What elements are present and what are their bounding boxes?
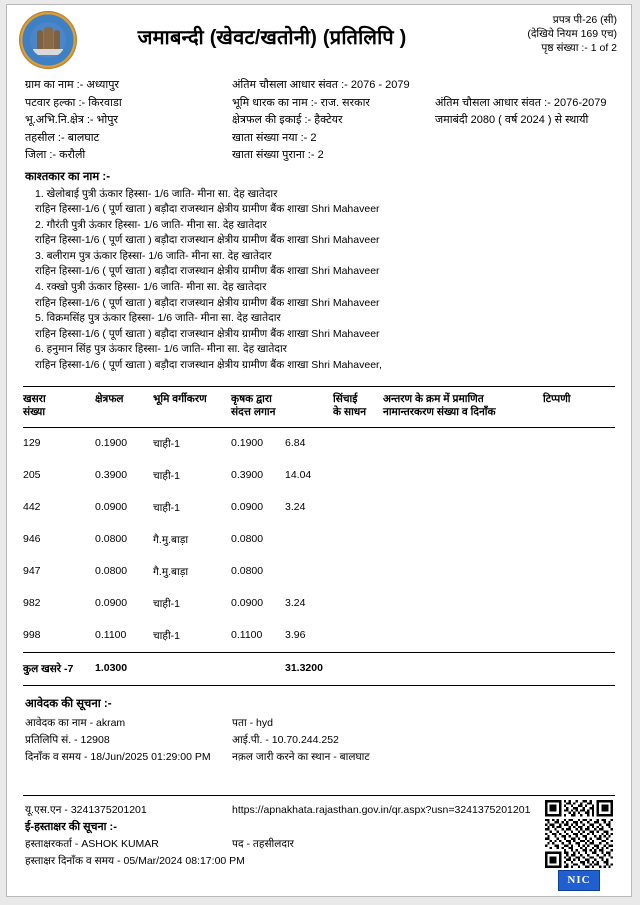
new-khata-number-value: 2	[310, 131, 317, 144]
info-row	[25, 95, 617, 113]
area-unit-field	[232, 112, 343, 130]
jamabandi-document-page	[6, 4, 632, 897]
column-header-line1: क्षेत्रफल	[95, 392, 124, 405]
cell-remarks	[543, 588, 615, 620]
cell-rent: 3.24	[285, 500, 306, 513]
cell-classification: गै.मु.बाड़ा	[153, 533, 189, 546]
qr-code-block	[545, 800, 613, 891]
village-name-label: ग्राम का नाम :-	[25, 79, 84, 91]
form-number: प्रपत्र पी-26 (सी)	[552, 14, 617, 26]
cell-khasra-number: 205	[23, 468, 41, 481]
cell-irrigation	[333, 492, 383, 524]
khasra-table-body	[23, 428, 615, 652]
cell-khasra-number: 998	[23, 628, 41, 641]
column-header-line1: अन्तरण के क्रम में प्रमाणित	[383, 392, 484, 405]
cell-remarks	[543, 492, 615, 524]
cell-classification: चाही-1	[153, 437, 181, 450]
cell-mutation	[383, 556, 543, 588]
ip-address-label: आई.पी. -	[232, 733, 269, 746]
area-unit-label: क्षेत्रफल की इकाई :-	[232, 114, 312, 126]
cell-irrigation	[333, 588, 383, 620]
cell-classification: चाही-1	[153, 597, 181, 610]
ip-address-value: 10.70.244.252	[271, 733, 339, 746]
copy-number-value: 12908	[80, 733, 110, 746]
cell-remarks	[543, 428, 615, 460]
applicant-section-heading: आवेदक की सूचना :-	[25, 697, 112, 710]
table-row	[23, 460, 615, 492]
cell-area: 0.0900	[95, 596, 128, 609]
table-row	[23, 588, 615, 620]
district-field	[25, 147, 85, 165]
info-row	[25, 147, 617, 165]
landholder-name-label: भूमि धारक का नाम :-	[232, 96, 318, 109]
cell-khasra-number: 947	[23, 564, 41, 577]
signer-row	[25, 836, 631, 853]
esign-heading-row	[25, 819, 631, 836]
district-label: जिला :-	[25, 149, 57, 161]
cultivator-list	[7, 186, 631, 378]
cultivator-owner-line: 5. विक्रमसिंह पुत्र ऊंकार हिस्सा- 1/6 जाति- मीना सा. देह खातेदार	[35, 312, 281, 325]
column-header-irrigation-source	[333, 387, 383, 427]
column-header-line2: संख्या	[23, 406, 46, 419]
cell-irrigation	[333, 620, 383, 652]
designation-value: तहसीलदार	[252, 838, 294, 850]
cultivator-section-heading: काश्तकार का नाम :-	[25, 170, 111, 183]
khasra-totals-row	[23, 653, 615, 685]
land-record-info-grid	[7, 77, 631, 165]
issue-place-field	[232, 749, 370, 766]
land-region-field	[25, 112, 118, 130]
cultivator-owner-line: 4. रक्खो पुत्री ऊंकार हिस्सा- 1/6 जाति- मीना सा. देह खातेदार	[35, 281, 267, 294]
cultivator-mortgage-line: राहिन हिस्सा-1/6 ( पूर्ण खाता ) बड़ौदा राजस्थान क्षेत्रीय ग्रामीण बैंक शाखा Shri Mahaveer	[35, 203, 380, 216]
table-row	[23, 524, 615, 556]
info-row	[25, 112, 617, 130]
column-header-mutation	[383, 387, 543, 427]
info-row	[25, 77, 617, 95]
applicant-row	[25, 749, 617, 766]
column-header-rent-amount	[285, 387, 333, 427]
tehsil-field	[25, 130, 99, 148]
column-header-line1: टिप्पणी	[543, 392, 571, 405]
total-area: 1.0300	[95, 661, 128, 674]
page-number: पृष्ठ संख्या :- 1 of 2	[541, 42, 617, 54]
cell-mutation	[383, 588, 543, 620]
form-meta	[527, 13, 617, 55]
applicant-row	[25, 732, 617, 749]
area-unit-value: हैक्टेयर	[314, 114, 343, 126]
column-header-line2: संदत्त लगान	[231, 406, 276, 419]
copy-number-field	[25, 732, 110, 749]
nic-logo: NIC	[558, 870, 599, 891]
village-name-field	[25, 77, 119, 95]
table-total-row	[23, 653, 615, 685]
old-khata-number-label: खाता संख्या पुराना :-	[232, 149, 315, 161]
last-settlement-samvat-field	[232, 77, 410, 95]
district-value: करौली	[59, 149, 86, 161]
applicant-address-field	[232, 715, 273, 732]
cell-classification: चाही-1	[153, 629, 181, 642]
cell-paid: 0.0900	[231, 596, 264, 609]
table-row	[23, 492, 615, 524]
document-footer	[7, 795, 631, 888]
usn-field	[25, 802, 147, 819]
cell-rent: 6.84	[285, 436, 306, 449]
sign-datetime-label: हस्ताक्षर दिनाँक व समय -	[25, 855, 121, 867]
signer-label: हस्ताक्षरकर्ता -	[25, 838, 79, 850]
esign-section-heading: ई-हस्ताक्षर की सूचना :-	[25, 821, 117, 833]
cultivator-mortgage-line: राहिन हिस्सा-1/6 ( पूर्ण खाता ) बड़ौदा राजस्थान क्षेत्रीय ग्रामीण बैंक शाखा Shri Mahaveer	[35, 296, 380, 309]
land-region-label: भू.अभि.नि.क्षेत्र :-	[25, 114, 94, 126]
column-header-line2: के साधन	[333, 406, 367, 419]
copy-number-label: प्रतिलिपि सं. -	[25, 733, 78, 746]
cell-area: 0.0800	[95, 564, 128, 577]
cell-khasra-number: 946	[23, 532, 41, 545]
total-rent: 31.3200	[285, 661, 323, 674]
cell-area: 0.0900	[95, 500, 128, 513]
table-row	[23, 556, 615, 588]
cell-irrigation	[333, 524, 383, 556]
sign-datetime-value: 05/Mar/2024 08:17:00 PM	[123, 855, 245, 867]
signer-field	[25, 836, 159, 853]
rule-reference: (देखिये नियम 169 एच)	[527, 28, 617, 40]
applicant-name-value: akram	[96, 716, 126, 729]
settlement-note-line1	[435, 95, 606, 113]
tehsil-value: बालघाट	[67, 131, 100, 144]
cell-irrigation	[333, 428, 383, 460]
cell-area: 0.0800	[95, 532, 128, 545]
settlement-note-value: 2076-2079	[553, 96, 607, 109]
sign-datetime-field	[25, 853, 245, 870]
last-settlement-samvat-label: अंतिम चौसला आधार संवत :-	[232, 79, 348, 91]
cell-remarks	[543, 620, 615, 652]
old-khata-number-value: 2	[317, 149, 324, 161]
usn-row	[25, 802, 631, 819]
column-header-remarks	[543, 387, 615, 427]
cell-khasra-number: 982	[23, 596, 41, 609]
issue-datetime-label: दिनाँक व समय -	[25, 750, 88, 763]
table-row	[23, 620, 615, 652]
cell-rent: 3.96	[285, 628, 306, 641]
cell-mutation	[383, 460, 543, 492]
cell-paid: 0.0900	[231, 500, 264, 513]
cell-classification: गै.मु.बाड़ा	[153, 565, 189, 578]
cell-area: 0.1900	[95, 436, 128, 449]
column-header-line1: खसरा	[23, 392, 46, 405]
document-header	[7, 5, 631, 77]
cell-remarks	[543, 460, 615, 492]
cultivator-owner-line: 1. खेलोबाई पुत्री ऊंकार हिस्सा- 1/6 जाति- मीना सा. देह खातेदार	[35, 187, 278, 200]
cultivator-mortgage-line: राहिन हिस्सा-1/6 ( पूर्ण खाता ) बड़ौदा राजस्थान क्षेत्रीय ग्रामीण बैंक शाखा Shri Mahaveer,	[35, 359, 382, 372]
new-khata-number-label: खाता संख्या नया :-	[232, 131, 308, 144]
patwar-halka-value: किरवाडा	[88, 96, 122, 109]
cell-mutation	[383, 524, 543, 556]
column-header-line1: कृषक द्वारा	[231, 392, 272, 405]
issue-datetime-field	[25, 749, 211, 766]
cell-irrigation	[333, 460, 383, 492]
land-region-value: भोपुर	[96, 114, 118, 126]
page-title: जमाबन्दी (खेवट/खतोनी) (प्रतिलिपि )	[137, 27, 407, 49]
cell-mutation	[383, 492, 543, 524]
cell-mutation	[383, 620, 543, 652]
issue-datetime-value: 18/Jun/2025 01:29:00 PM	[90, 750, 211, 763]
cell-rent	[285, 524, 333, 556]
cell-paid: 0.3900	[231, 468, 264, 481]
info-row	[25, 130, 617, 148]
settlement-note-line2: जमाबंदी 2080 ( वर्ष 2024 ) से स्थायी	[435, 114, 589, 126]
landholder-name-field	[232, 95, 370, 113]
designation-field	[232, 836, 294, 853]
sign-datetime-row	[25, 853, 631, 870]
cell-remarks	[543, 524, 615, 556]
last-settlement-samvat-value: 2076 - 2079	[350, 79, 410, 91]
issue-place-label: नक़ल जारी करने का स्थान -	[232, 750, 337, 763]
applicant-address-value: hyd	[256, 716, 273, 729]
cultivator-mortgage-line: राहिन हिस्सा-1/6 ( पूर्ण खाता ) बड़ौदा राजस्थान क्षेत्रीय ग्रामीण बैंक शाखा Shri Mahaveer	[35, 327, 380, 340]
table-bottom-rule	[23, 685, 615, 686]
cell-paid: 0.1900	[231, 436, 264, 449]
khasra-table-wrapper	[23, 386, 615, 686]
column-header-line2: नामान्तरकरण संख्या व दिनाँक	[383, 406, 496, 419]
cell-irrigation	[333, 556, 383, 588]
designation-label: पद -	[232, 838, 250, 850]
qr-url-text[interactable]: https://apnakhata.rajasthan.gov.in/qr.aspx?usn=3241375201201	[232, 804, 531, 816]
column-header-area	[95, 387, 153, 427]
signer-value: ASHOK KUMAR	[81, 838, 159, 850]
cultivator-owner-line: 6. हनुमान सिंह पुत्र ऊंकार हिस्सा- 1/6 जाति- मीना सा. देह खातेदार	[35, 343, 287, 356]
qr-code-icon[interactable]	[545, 800, 613, 868]
applicant-info-section	[7, 686, 631, 766]
issue-place-value: बालघाट	[339, 750, 370, 763]
table-row	[23, 428, 615, 460]
patwar-halka-field	[25, 95, 122, 113]
tehsil-label: तहसील :-	[25, 131, 65, 144]
cell-khasra-number: 442	[23, 500, 41, 513]
cell-remarks	[543, 556, 615, 588]
usn-label: यू.एस.एन -	[25, 804, 68, 816]
applicant-row	[25, 715, 617, 732]
ip-address-field	[232, 732, 339, 749]
cell-rent: 3.24	[285, 596, 306, 609]
khasra-table	[23, 387, 615, 427]
cell-classification: चाही-1	[153, 469, 181, 482]
cultivator-owner-line: 2. गौरंती पुत्री ऊंकार हिस्सा- 1/6 जाति- मीना सा. देह खातेदार	[35, 218, 267, 231]
column-header-rent-paid	[231, 387, 285, 427]
cell-rent	[285, 556, 333, 588]
cell-khasra-number: 129	[23, 436, 41, 449]
cultivator-mortgage-line: राहिन हिस्सा-1/6 ( पूर्ण खाता ) बड़ौदा राजस्थान क्षेत्रीय ग्रामीण बैंक शाखा Shri Mahaveer	[35, 234, 380, 247]
column-header-land-classification	[153, 387, 231, 427]
column-header-line1: भूमि वर्गीकरण	[153, 392, 207, 405]
cell-rent: 14.04	[285, 468, 312, 481]
column-header-khasra-number	[23, 387, 95, 427]
cell-classification: चाही-1	[153, 501, 181, 514]
usn-value: 3241375201201	[70, 804, 147, 816]
cell-paid: 0.0800	[231, 532, 264, 545]
new-khata-number-field	[232, 130, 316, 148]
village-name-value: अध्यापुर	[86, 79, 119, 91]
cultivator-mortgage-line: राहिन हिस्सा-1/6 ( पूर्ण खाता ) बड़ौदा राजस्थान क्षेत्रीय ग्रामीण बैंक शाखा Shri Mahaveer	[35, 265, 380, 278]
rajasthan-government-seal-icon	[19, 11, 77, 69]
cell-paid: 0.0800	[231, 564, 264, 577]
cultivator-owner-line: 3. बलीराम पुत्र ऊंकार हिस्सा- 1/6 जाति- मीना सा. देह खातेदार	[35, 249, 272, 262]
table-header-row	[23, 387, 615, 427]
total-label: कुल खसरे -7	[23, 662, 74, 675]
cell-mutation	[383, 428, 543, 460]
old-khata-number-field	[232, 147, 324, 165]
settlement-note-label: अंतिम चौसला आधार संवत :-	[435, 96, 551, 109]
cell-area: 0.1100	[95, 628, 127, 641]
applicant-name-field	[25, 715, 125, 732]
applicant-name-label: आवेदक का नाम -	[25, 716, 94, 729]
patwar-halka-label: पटवार हल्का :-	[25, 96, 86, 109]
landholder-name-value: राज. सरकार	[320, 96, 370, 109]
cell-area: 0.3900	[95, 468, 128, 481]
applicant-address-label: पता -	[232, 716, 254, 729]
cell-paid: 0.1100	[231, 628, 263, 641]
column-header-line1: सिंचाई	[333, 392, 358, 405]
